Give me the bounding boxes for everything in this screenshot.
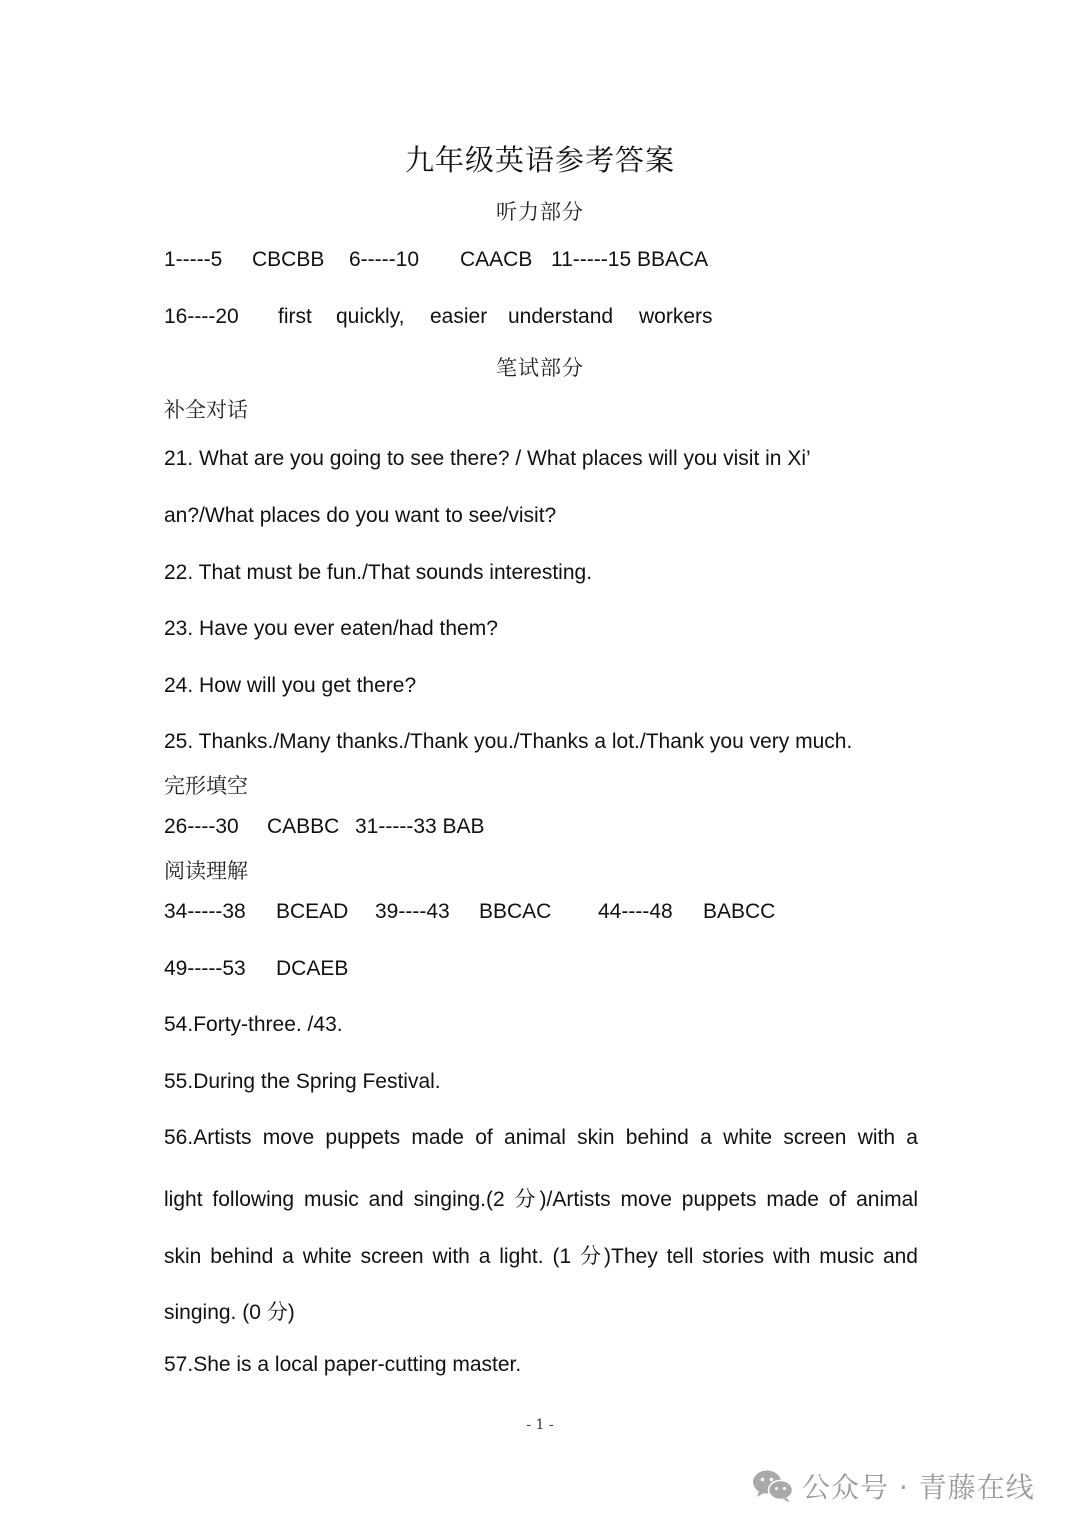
answer-54: 54.Forty-three. /43. (164, 1013, 343, 1036)
answer-range: 49-----53 (164, 957, 246, 980)
answer-56-line-1: 56.Artists move puppets made of animal skin behind a white screen with a (164, 1126, 918, 1149)
answer-range-letters: 31-----33 BAB (355, 815, 485, 838)
answer-letters: CBCBB (252, 248, 325, 271)
answer-21-line-1: 21. What are you going to see there? / What places will you visit in Xi’ (164, 447, 811, 470)
answer-word: understand (508, 305, 614, 328)
answer-range-letters: 11-----15 BBACA (551, 248, 709, 271)
answer-56-line-4: singing. (0 分) (164, 1301, 295, 1324)
cloze-heading: 完形填空 (164, 774, 248, 798)
answer-letters: BCEAD (276, 900, 349, 923)
answer-24: 24. How will you get there? (164, 674, 417, 697)
answer-range: 6-----10 (349, 248, 420, 271)
answer-letters: DCAEB (276, 957, 349, 980)
answer-range: 16----20 (164, 305, 239, 328)
listening-heading: 听力部分 (496, 200, 584, 224)
wechat-icon (752, 1468, 794, 1504)
answer-letters: CAACB (460, 248, 533, 271)
answer-range: 44----48 (598, 900, 673, 923)
answer-57: 57.She is a local paper-cutting master. (164, 1353, 522, 1376)
answer-letters: BABCC (703, 900, 776, 923)
answer-56-line-2: light following music and singing.(2 分)/Artists move puppets made of animal (164, 1188, 918, 1211)
answer-25: 25. Thanks./Many thanks./Thank you./Thanks a lot./Thank you very much. (164, 730, 853, 753)
answer-letters: BBCAC (479, 900, 552, 923)
page-number: - 1 - (526, 1417, 554, 1433)
answer-21-line-2: an?/What places do you want to see/visit? (164, 504, 557, 527)
answer-letters: CABBC (267, 815, 340, 838)
answer-56-line-3: skin behind a white screen with a light. (1 分)They tell stories with music and (164, 1245, 918, 1268)
answer-23: 23. Have you ever eaten/had them? (164, 617, 498, 640)
answer-55: 55.During the Spring Festival. (164, 1070, 441, 1093)
answer-range: 34-----38 (164, 900, 246, 923)
wechat-watermark (752, 1466, 1035, 1506)
dialogue-heading: 补全对话 (164, 398, 248, 422)
answer-range: 39----43 (375, 900, 450, 923)
reading-heading: 阅读理解 (164, 859, 248, 883)
answer-word: quickly, (336, 305, 405, 328)
answer-22: 22. That must be fun./That sounds interesting. (164, 561, 593, 584)
answer-word: easier (430, 305, 488, 328)
document-title: 九年级英语参考答案 (404, 143, 675, 177)
answer-range: 1-----5 (164, 248, 223, 271)
written-heading: 笔试部分 (496, 356, 584, 380)
answer-word: first (278, 305, 312, 328)
answer-range: 26----30 (164, 815, 239, 838)
watermark-text: 公众号 · 青藤在线 (802, 1471, 1035, 1504)
answer-word: workers (639, 305, 713, 328)
